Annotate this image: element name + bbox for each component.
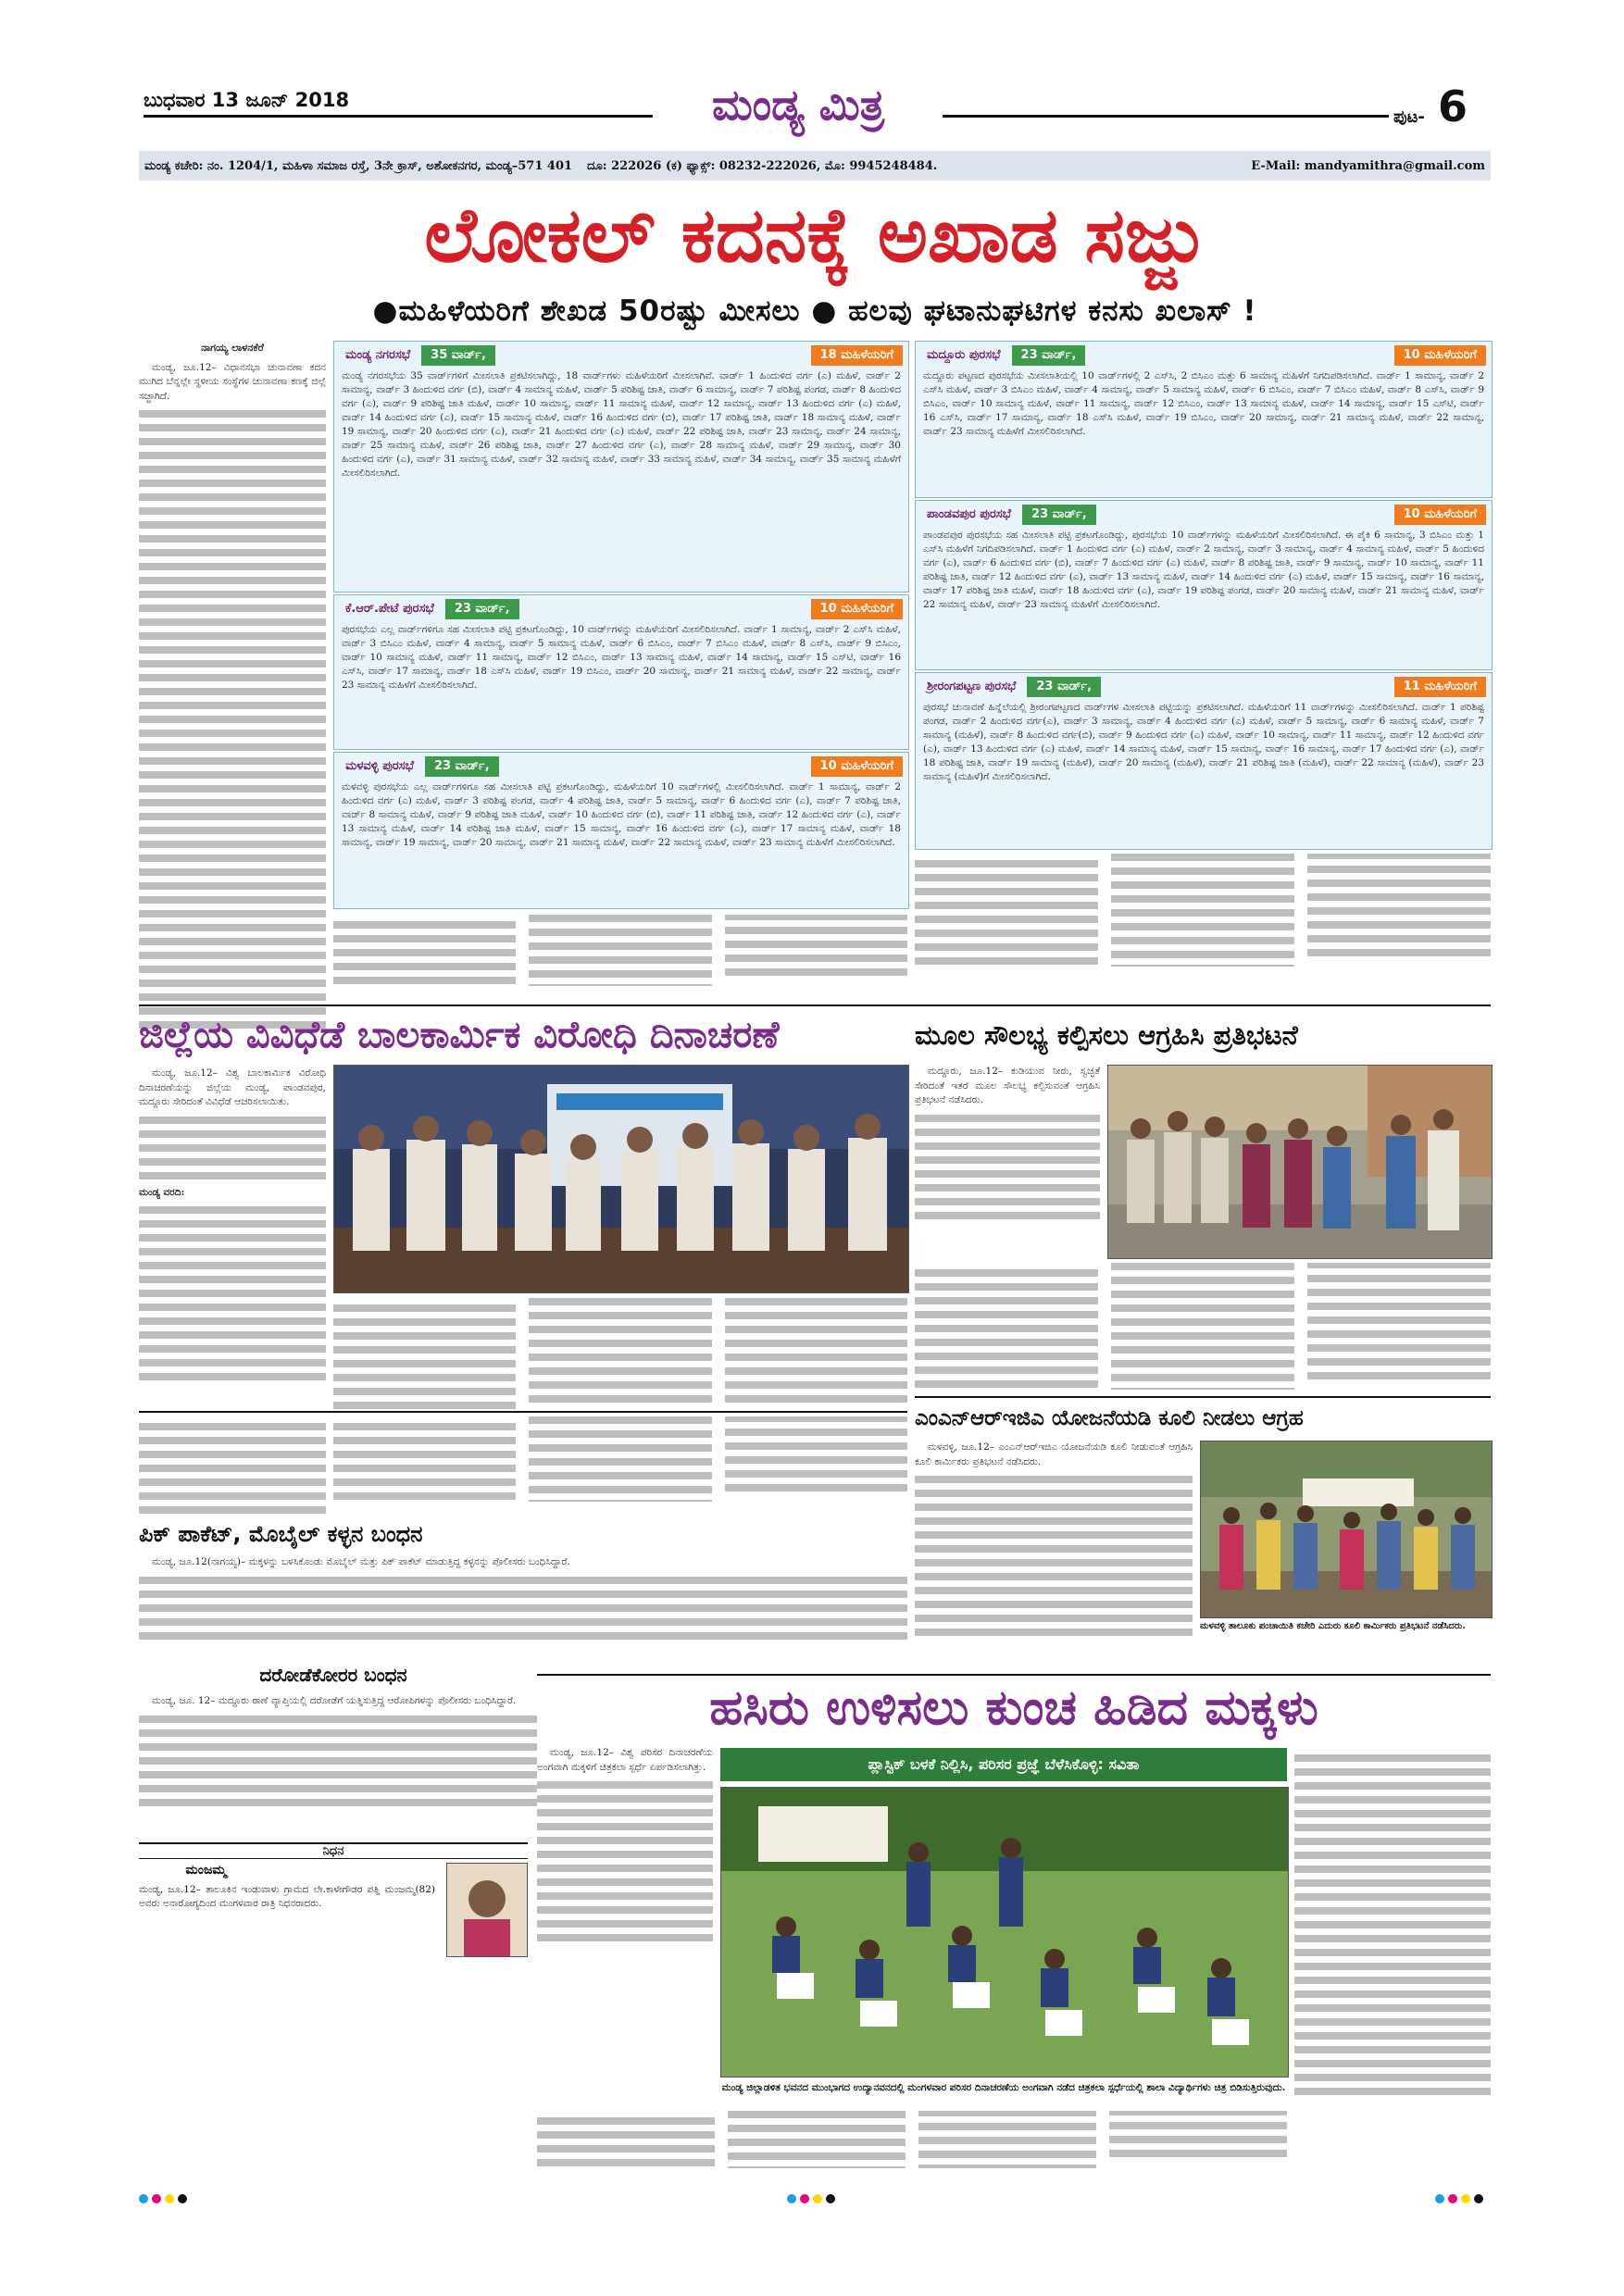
child-labour-dateline: ಮಂಡ್ಯ, ಜೂ.12– ವಿಶ್ವ ಬಾಲಕಾರ್ಮಿಕ ವಿರೋಧಿ ದಿನಾಚರಣೆಯನ್ನು ಜಿಲ್ಲೆಯ ಮಂಡ್ಯ, ಪಾಂಡವಪುರ, ಮದ್ದೂರು ಸೇರಿದಂತೆ ವಿವಿಧೆಡೆ ಆಚರಿಸಲಾಯಿತು. xyxy=(139,1067,326,1107)
page-number: 6 xyxy=(1438,81,1468,131)
obituary-text: ಮಂಡ್ಯ, ಜೂ.12– ತಾಲೂಕಿನ ಇಂಡುವಾಳು ಗ್ರಾಮದ ಲೇ.ಕಾಳೇಗೌಡರ ಪತ್ನಿ ಮಂಜಮ್ಮ(82) ಅವರು ಅನಾರೋಗ್ಯದಿಂದ ಮಂಗಳವಾರ ರಾತ್ರಿ ನಿಧನರಾದರು. xyxy=(139,1884,435,1909)
registration-dot-magenta xyxy=(1448,2194,1457,2203)
lead-subhead: ●ಮಹಿಳೆಯರಿಗೆ ಶೇಖಡ 50ರಷ್ಟು ಮೀಸಲು ● ಹಲವು ಘಟಾನುಘಟಿಗಳ ಕನಸು ಖಲಾಸ್ ! xyxy=(372,294,1257,328)
lead-continuation xyxy=(333,915,907,1000)
registration-dot-yellow xyxy=(813,2194,822,2203)
green-caption: ಮಂಡ್ಯ ಜಿಲ್ಲಾಡಳಿತ ಭವನದ ಮುಂಭಾಗದ ಉದ್ಯಾನವನದಲ್ಲಿ ಮಂಗಳವಾರ ಪರಿಸರ ದಿನಾಚರಣೆಯ ಅಂಗವಾಗಿ ನಡೆದ ಚಿತ್ರಕಲಾ ಸ್ಪರ್ಧೆಯಲ್ಲಿ ಶಾಲಾ ವಿದ್ಯಾರ್ಥಿಗಳು ಚಿತ್ರ ಬಿಡಿಸುತ್ತಿರುವುದು. xyxy=(721,2082,1286,2093)
obituary-box xyxy=(139,1863,528,2011)
section-wards: 23 ವಾರ್ಡ್, xyxy=(1012,345,1086,366)
green-dateline: ಮಂಡ್ಯ, ಜೂ.12– ವಿಶ್ವ ಪರಿಸರ ದಿನಾಚರಣೆಯ ಅಂಗವಾಗಿ ಮಕ್ಕಳಿಗೆ ಚಿತ್ರಕಲಾ ಸ್ಪರ್ಧೆ ಏರ್ಪಡಿಸಲಾಗಿತ್ತು. xyxy=(537,1747,713,1773)
section-name: ಶ್ರೀರಂಗಪಟ್ಟಣ ಪುರಸಭೆ xyxy=(921,677,1021,697)
masthead-rule-right xyxy=(943,115,1389,118)
section-text: ಪುರಸಭೆ ಚುನಾವಣೆ ಹಿನ್ನೆಲೆಯಲ್ಲಿ ಶ್ರೀರಂಗಪಟ್ಟಣದ ವಾರ್ಡ್‌ಗಳ ಮೀಸಲಾತಿ ಪಟ್ಟಿಯನ್ನು ಪ್ರಕಟಿಸಲಾಗಿದೆ. ಮಹಿಳೆಯರಿಗೆ 11 ವಾರ್ಡ್‌ಗಳನ್ನು ಮೀಸಲಿರಿಸಲಾಗಿದೆ. ವಾರ್ಡ್ 1 ಪರಿಶಿಷ್ಟ ಪಂಗಡ, ವಾರ್ಡ್ 2 ಹಿಂದುಳಿದ ವರ್ಗ(ಎ), ವಾರ್ಡ್ 3 ಸಾಮಾನ್ಯ, ವಾರ್ಡ್ 4 ಹಿಂದುಳಿದ ವರ್ಗ (ಎ) ಮಹಿಳೆ, ವಾರ್ಡ್ 5 ಸಾಮಾನ್ಯ, ವಾರ್ಡ್ 6 ಸಾಮಾನ್ಯ ಮಹಿಳೆ, ವಾರ್ಡ್ 7 ಸಾಮಾನ್ಯ (ಮಹಿಳೆ), ವಾರ್ಡ್ 8 ಹಿಂದುಳಿದ ವರ್ಗ(ಬಿ), ವಾರ್ಡ್ 9 ಹಿಂದುಳಿದ ವರ್ಗ (ಎ) ಮಹಿಳೆ, ವಾರ್ಡ್ 10 ಸಾಮಾನ್ಯ, ವಾರ್ಡ್ 11 ಸಾಮಾನ್ಯ, ವಾರ್ಡ್ 12 ಹಿಂದುಳಿದ ವರ್ಗ (ಎ), ವಾರ್ಡ್ 13 ಹಿಂದುಳಿದ ವರ್ಗ (ಎ) ಮಹಿಳೆ, ವಾರ್ಡ್ 14 ಸಾಮಾನ್ಯ ಮಹಿಳೆ, ವಾರ್ಡ್ 15 ಸಾಮಾನ್ಯ, ವಾರ್ಡ್ 16 ಸಾಮಾನ್ಯ, ವಾರ್ಡ್ 17 ಹಿಂದುಳಿದ ವರ್ಗ (ಎ), ವಾರ್ಡ್ 18 ಪರಿಶಿಷ್ಟ ಜಾತಿ, ವಾರ್ಡ್ 19 ಸಾಮಾನ್ಯ (ಮಹಿಳೆ), ವಾರ್ಡ್ 20 ಸಾಮಾನ್ಯ (ಮಹಿಳೆ), ವಾರ್ಡ್ 21 ಪರಿಶಿಷ್ಟ ಜಾತಿ (ಮಹಿಳೆ), ವಾರ್ಡ್ 22 ಸಾಮಾನ್ಯ (ಮಹಿಳೆ), ವಾರ್ಡ್ 23 ಸಾಮಾನ್ಯ (ಮಹಿಳೆ)ಗೆ ಮೀಸಲಿರಿಸಲಾಗಿದೆ. xyxy=(923,702,1484,782)
section-text: ಮಳವಳ್ಳಿ ಪುರಸಭೆಯ ಎಲ್ಲ ವಾರ್ಡ್‌ಗಳಿಗೂ ಸಹ ಮೀಸಲಾತಿ ಪಟ್ಟಿ ಪ್ರಕಟಗೊಂಡಿದ್ದು, ಮಹಿಳೆಯರಿಗೆ 10 ವಾರ್ಡ್‌ಗಳಲ್ಲಿ ಮೀಸಲಿರಿಸಲಾಗಿದೆ. ವಾರ್ಡ್ 1 ಸಾಮಾನ್ಯ, ವಾರ್ಡ್ 2 ಹಿಂದುಳಿದ ವರ್ಗ (ಎ) ಮಹಿಳೆ, ವಾರ್ಡ್ 3 ಪರಿಶಿಷ್ಟ ಪಂಗಡ, ವಾರ್ಡ್ 4 ಪರಿಶಿಷ್ಟ ಜಾತಿ, ವಾರ್ಡ್ 5 ಸಾಮಾನ್ಯ, ವಾರ್ಡ್ 6 ಹಿಂದುಳಿದ ವರ್ಗ (ಎ), ವಾರ್ಡ್ 7 ಪರಿಶಿಷ್ಟ ಜಾತಿ, ವಾರ್ಡ್ 8 ಸಾಮಾನ್ಯ ಮಹಿಳೆ, ವಾರ್ಡ್ 9 ಪರಿಶಿಷ್ಟ ಜಾತಿ ಮಹಿಳೆ, ವಾರ್ಡ್ 10 ಹಿಂದುಳಿದ ವರ್ಗ (ಬಿ), ವಾರ್ಡ್ 11 ಪರಿಶಿಷ್ಟ ಜಾತಿ, ವಾರ್ಡ್ 12 ಹಿಂದುಳಿದ ವರ್ಗ (ಎ), ವಾರ್ಡ್ 13 ಸಾಮಾನ್ಯ ಮಹಿಳೆ, ವಾರ್ಡ್ 14 ಪರಿಶಿಷ್ಟ ಜಾತಿ ಮಹಿಳೆ, ವಾರ್ಡ್ 15 ಸಾಮಾನ್ಯ, ವಾರ್ಡ್ 16 ಹಿಂದುಳಿದ ವರ್ಗ (ಎ), ವಾರ್ಡ್ 17 ಸಾಮಾನ್ಯ ಮಹಿಳೆ, ವಾರ್ಡ್ 18 ಸಾಮಾನ್ಯ, ವಾರ್ಡ್ 19 ಸಾಮಾನ್ಯ, ವಾರ್ಡ್ 20 ಸಾಮಾನ್ಯ, ವಾರ್ಡ್ 21 ಸಾಮಾನ್ಯ ಮಹಿಳೆ, ವಾರ್ಡ್ 22 ಸಾಮಾನ್ಯ ಮಹಿಳೆ, ವಾರ್ಡ್ 23 ಸಾಮಾನ್ಯ ಮಹಿಳೆಗೆ ಮೀಸಲಿರಿಸಲಾಗಿದೆ. xyxy=(342,781,901,848)
office-email: E-Mail: mandyamithra@gmail.com xyxy=(1251,158,1485,173)
section-name: ಕೆ.ಆರ್.ಪೇಟೆ ಪುರಸಭೆ xyxy=(340,599,440,619)
address-bar xyxy=(139,151,1491,181)
section-name: ಮದ್ದೂರು ಪುರಸಭೆ xyxy=(921,345,1006,366)
reservation-box-mandya xyxy=(333,341,909,593)
protest-headline: ಮೂಲ ಸೌಲಭ್ಯ ಕಲ್ಪಿಸಲು ಆಗ್ರಹಿಸಿ ಪ್ರತಿಭಟನೆ xyxy=(915,1019,1298,1051)
section-name: ಪಾಂಡವಪುರ ಪುರಸಭೆ xyxy=(921,505,1017,525)
green-photo xyxy=(720,1787,1289,2078)
protest-body xyxy=(915,1263,1491,1392)
obituary-label: ನಿಧನ xyxy=(139,1842,528,1859)
obituary-photo xyxy=(446,1863,528,1957)
section-women: 10 ಮಹಿಳೆಯರಿಗೆ xyxy=(1394,345,1486,366)
registration-dot-black xyxy=(826,2194,835,2203)
robber-headline: ದರೋಡೆಕೋರರ ಬಂಧನ xyxy=(259,1664,407,1686)
lead-dateline: ಮಂಡ್ಯ, ಜೂ.12– ವಿಧಾನಸಭಾ ಚುನಾವಣಾ ಕದನ ಮುಗಿದ ಬೆನ್ನಲ್ಲೇ ಸ್ಥಳೀಯ ಸಂಸ್ಥೆಗಳ ಚುನಾವಣಾ ಕಣಕ್ಕೆ ಜಿಲ್ಲೆ ಸಜ್ಜಾಗಿದೆ. xyxy=(139,361,326,402)
section-wards: 23 ವಾರ್ಡ್, xyxy=(1022,505,1096,525)
nrega-caption: ಮಳವಳ್ಳಿ ತಾಲೂಕು ಪಂಚಾಯಿತಿ ಕಚೇರಿ ಎದುರು ಕೂಲಿ ಕಾರ್ಮಿಕರು ಪ್ರತಿಭಟನೆ ನಡೆಸಿದರು. xyxy=(1200,1621,1466,1631)
paper-name: ಮಂಡ್ಯ ಮಿತ್ರ xyxy=(711,80,885,130)
robber-body xyxy=(139,1694,537,1842)
lead-headline: ಲೋಕಲ್ ಕದನಕ್ಕೆ ಅಖಾಡ ಸಜ್ಜು xyxy=(424,192,1206,280)
reservation-box-maddur xyxy=(915,341,1493,498)
nrega-photo xyxy=(1200,1441,1493,1618)
registration-dot-cyan xyxy=(139,2194,148,2203)
green-right-column xyxy=(1294,1748,1491,2128)
registration-dot-black xyxy=(1474,2194,1483,2203)
child-labour-column xyxy=(139,1067,326,1409)
child-labour-photo xyxy=(333,1065,909,1293)
left-brief-column xyxy=(139,1416,326,1518)
protest-dateline: ಮದ್ದೂರು, ಜೂ.12– ಕುಡಿಯುವ ನೀರು, ಸ್ವಚ್ಛತೆ ಸೇರಿದಂತೆ ಇತರೆ ಮೂಲ ಸೌಲಭ್ಯ ಕಲ್ಪಿಸುವಂತೆ ಆಗ್ರಹಿಸಿ ಪ್ರತಿಭಟನೆ ನಡೆಸಿದರು. xyxy=(915,1066,1100,1105)
registration-dot-magenta xyxy=(152,2194,161,2203)
section-name: ಮಂಡ್ಯ ನಗರಸಭೆ xyxy=(340,345,416,366)
divider xyxy=(139,1004,1491,1006)
pickpocket-body xyxy=(139,1555,907,1657)
nrega-dateline: ಮಳವಳ್ಳಿ, ಜೂ.12– ಎಂಎನ್‌ಆರ್‌ಇಜಿಎ ಯೋಜನೆಯಡಿ ಕೂಲಿ ನೀಡುವಂತೆ ಆಗ್ರಹಿಸಿ ಕೂಲಿ ಕಾರ್ಮಿಕರು ಪ್ರತಿಭಟನೆ ನಡೆಸಿದರು. xyxy=(915,1441,1193,1467)
page-label: ಪುಟ- xyxy=(1393,107,1425,127)
green-left-column xyxy=(537,1746,713,1996)
pickpocket-dateline: ಮಂಡ್ಯ, ಜೂ.12(ನಾಗಯ್ಯ)– ಮಕ್ಕಳನ್ನು ಬಳಸಿಕೊಂಡು ಮೊಬೈಲ್ ಮತ್ತು ಪಿಕ್ ಪಾಕೆಟ್ ಮಾಡುತ್ತಿದ್ದ ಕಳ್ಳನನ್ನು ಪೊಲೀಸರು ಬಂಧಿಸಿದ್ದಾರೆ. xyxy=(152,1556,570,1567)
section-wards: 23 ವಾರ್ಡ್, xyxy=(1027,677,1101,697)
green-headline: ಹಸಿರು ಉಳಿಸಲು ಕುಂಚ ಹಿಡಿದ ಮಕ್ಕಳು xyxy=(709,1680,1318,1736)
green-banner: ಪ್ಲಾಸ್ಟಿಕ್ ಬಳಕೆ ನಿಲ್ಲಿಸಿ, ಪರಿಸರ ಪ್ರಜ್ಞೆ ಬೆಳೆಸಿಕೊಳ್ಳಿ: ಸವಿತಾ xyxy=(720,1748,1287,1781)
robber-dateline: ಮಂಡ್ಯ, ಜೂ. 12– ಮದ್ದೂರು ಠಾಣೆ ವ್ಯಾಪ್ತಿಯಲ್ಲಿ ದರೋಡೆಗೆ ಯತ್ನಿಸುತ್ತಿದ್ದ ಆರೋಪಿಗಳನ್ನು ಪೊಲೀಸರು ಬಂಧಿಸಿದ್ದಾರೆ. xyxy=(152,1695,517,1706)
section-wards: 23 ವಾರ್ಡ್, xyxy=(425,756,499,777)
section-text: ಪುರಸಭೆಯ ಎಲ್ಲ ವಾರ್ಡ್‌ಗಳಿಗೂ ಸಹ ಮೀಸಲಾತಿ ಪಟ್ಟಿ ಪ್ರಕಟಗೊಂಡಿದ್ದು, 10 ವಾರ್ಡ್‌ಗಳನ್ನು ಮಹಿಳೆಯರಿಗೆ ಮೀಸಲಿರಿಸಲಾಗಿದೆ. ವಾರ್ಡ್ 1 ಸಾಮಾನ್ಯ, ವಾರ್ಡ್ 2 ಎಸ್‌ಸಿ ಮಹಿಳೆ, ವಾರ್ಡ್ 3 ಬಿಸಿಎಂ ಮಹಿಳೆ, ವಾರ್ಡ್ 4 ಸಾಮಾನ್ಯ, ವಾರ್ಡ್ 5 ಸಾಮಾನ್ಯ ಮಹಿಳೆ, ವಾರ್ಡ್ 6 ಬಿಸಿಎಂ, ವಾರ್ಡ್ 7 ಬಿಸಿಎಂ ಮಹಿಳೆ, ವಾರ್ಡ್ 8 ಎಸ್‌ಸಿ, ವಾರ್ಡ್ 9 ಬಿಸಿಎಂ, ವಾರ್ಡ್ 10 ಸಾಮಾನ್ಯ ಮಹಿಳೆ, ವಾರ್ಡ್ 11 ಸಾಮಾನ್ಯ, ವಾರ್ಡ್ 12 ಬಿಸಿಎಂ, ವಾರ್ಡ್ 13 ಸಾಮಾನ್ಯ ಮಹಿಳೆ, ವಾರ್ಡ್ 14 ಸಾಮಾನ್ಯ, ವಾರ್ಡ್ 15 ಎಸ್‌ಟಿ, ವಾರ್ಡ್ 16 ಎಸ್‌ಸಿ, ವಾರ್ಡ್ 17 ಸಾಮಾನ್ಯ, ವಾರ್ಡ್ 18 ಎಸ್‌ಸಿ ಮಹಿಳೆ, ವಾರ್ಡ್ 19 ಬಿಸಿಎಂ, ವಾರ್ಡ್ 20 ಸಾಮಾನ್ಯ, ವಾರ್ಡ್ 21 ಸಾಮಾನ್ಯ ಮಹಿಳೆ, ವಾರ್ಡ್ 22 ಸಾಮಾನ್ಯ, ವಾರ್ಡ್ 23 ಸಾಮಾನ್ಯ ಮಹಿಳೆಗೆ ಮೀಸಲಿರಿಸಲಾಗಿದೆ. xyxy=(342,624,901,691)
child-labour-more xyxy=(333,1416,907,1518)
lead-byline: ನಾಗಯ್ಯ ಲಾಳನಕೆರೆ xyxy=(201,342,264,354)
reservation-box-pandavapura xyxy=(915,500,1493,670)
child-labour-headline: ಜಿಲ್ಲೆಯ ವಿವಿಧೆಡೆ ಬಾಲಕಾರ್ಮಿಕ ವಿರೋಧಿ ದಿನಾಚರಣೆ xyxy=(139,1014,780,1056)
section-wards: 35 ವಾರ್ಡ್, xyxy=(421,345,495,366)
section-women: 10 ಮಹಿಳೆಯರಿಗೆ xyxy=(811,756,903,777)
protest-column xyxy=(915,1065,1100,1257)
divider xyxy=(915,1396,1491,1398)
office-address: ಮಂಡ್ಯ ಕಚೇರಿ: ನಂ. 1204/1, ಮಹಿಳಾ ಸಮಾಜ ರಸ್ತೆ, 3ನೇ ಕ್ರಾಸ್, ಅಶೋಕನಗರ, ಮಂಡ್ಯ–571 401 xyxy=(144,158,573,173)
registration-dot-magenta xyxy=(800,2194,809,2203)
section-women: 10 ಮಹಿಳೆಯರಿಗೆ xyxy=(1394,505,1486,525)
section-women: 10 ಮಹಿಳೆಯರಿಗೆ xyxy=(811,599,903,619)
masthead-date: ಬುಧವಾರ 13 ಜೂನ್ 2018 xyxy=(144,89,350,111)
nrega-headline: ಎಂಎನ್‌ಆರ್‌ಇಜಿಎ ಯೋಜನೆಯಡಿ ಕೂಲಿ ನೀಡಲು ಆಗ್ರಹ xyxy=(915,1406,1304,1430)
section-name: ಮಳವಳ್ಳಿ ಪುರಸಭೆ xyxy=(340,756,419,777)
reservation-box-malavalli xyxy=(333,752,909,909)
section-text: ಮಂಡ್ಯ ನಗರಸಭೆಯ 35 ವಾರ್ಡ್‌ಗಳಿಗೆ ಮೀಸಲಾತಿ ಪ್ರಕಟಿಸಲಾಗಿದ್ದು, 18 ವಾರ್ಡ್‌ಗಳು ಮಹಿಳೆಯರಿಗೆ ಮೀಸಲಾಗಿವೆ. ವಾರ್ಡ್ 1 ಹಿಂದುಳಿದ ವರ್ಗ (ಎ) ಮಹಿಳೆ, ವಾರ್ಡ್ 2 ಸಾಮಾನ್ಯ, ವಾರ್ಡ್ 3 ಹಿಂದುಳಿದ ವರ್ಗ (ಬಿ), ವಾರ್ಡ್ 4 ಸಾಮಾನ್ಯ ಮಹಿಳೆ, ವಾರ್ಡ್ 5 ಪರಿಶಿಷ್ಟ ಜಾತಿ, ವಾರ್ಡ್ 6 ಸಾಮಾನ್ಯ, ವಾರ್ಡ್ 7 ಪರಿಶಿಷ್ಟ ಪಂಗಡ, ವಾರ್ಡ್ 8 ಹಿಂದುಳಿದ ವರ್ಗ (ಎ), ವಾರ್ಡ್ 9 ಪರಿಶಿಷ್ಟ ಜಾತಿ ಮಹಿಳೆ, ವಾರ್ಡ್ 10 ಸಾಮಾನ್ಯ, ವಾರ್ಡ್ 11 ಸಾಮಾನ್ಯ ಮಹಿಳೆ, ವಾರ್ಡ್ 12 ಸಾಮಾನ್ಯ, ವಾರ್ಡ್ 13 ಹಿಂದುಳಿದ ವರ್ಗ (ಎ) ಮಹಿಳೆ, ವಾರ್ಡ್ 14 ಹಿಂದುಳಿದ ವರ್ಗ (ಎ), ವಾರ್ಡ್ 15 ಸಾಮಾನ್ಯ ಮಹಿಳೆ, ವಾರ್ಡ್ 16 ಹಿಂದುಳಿದ ವರ್ಗ (ಬಿ), ವಾರ್ಡ್ 17 ಪರಿಶಿಷ್ಟ ಜಾತಿ, ವಾರ್ಡ್ 18 ಸಾಮಾನ್ಯ ಮಹಿಳೆ, ವಾರ್ಡ್ 19 ಸಾಮಾನ್ಯ, ವಾರ್ಡ್ 20 ಹಿಂದುಳಿದ ವರ್ಗ (ಎ), ವಾರ್ಡ್ 21 ಹಿಂದುಳಿದ ವರ್ಗ (ಎ) ಮಹಿಳೆ, ವಾರ್ಡ್ 22 ಪರಿಶಿಷ್ಟ ಜಾತಿ, ವಾರ್ಡ್ 23 ಸಾಮಾನ್ಯ, ವಾರ್ಡ್ 24 ಸಾಮಾನ್ಯ, ವಾರ್ಡ್ 25 ಸಾಮಾನ್ಯ ಮಹಿಳೆ, ವಾರ್ಡ್ 26 ಪರಿಶಿಷ್ಟ ಜಾತಿ, ವಾರ್ಡ್ 27 ಹಿಂದುಳಿದ ವರ್ಗ (ಎ), ವಾರ್ಡ್ 28 ಸಾಮಾನ್ಯ ಮಹಿಳೆ, ವಾರ್ಡ್ 29 ಸಾಮಾನ್ಯ, ವಾರ್ಡ್ 30 ಹಿಂದುಳಿದ ವರ್ಗ (ಎ), ವಾರ್ಡ್ 31 ಸಾಮಾನ್ಯ ಮಹಿಳೆ, ವಾರ್ಡ್ 32 ಸಾಮಾನ್ಯ ಮಹಿಳೆ, ವಾರ್ಡ್ 33 ಸಾಮಾನ್ಯ ಮಹಿಳೆ, ವಾರ್ಡ್ 34 ಸಾಮಾನ್ಯ, ವಾರ್ಡ್ 35 ಸಾಮಾನ್ಯ ಮಹಿಳೆಗೆ ಮೀಸಲಿರಿಸಲಾಗಿದೆ. xyxy=(342,370,901,479)
section-women: 18 ಮಹಿಳೆಯರಿಗೆ xyxy=(811,345,903,366)
masthead-rule-left xyxy=(144,115,653,118)
nrega-column xyxy=(915,1441,1193,1672)
section-wards: 23 ವಾರ್ಡ್, xyxy=(445,599,519,619)
green-bottom-columns xyxy=(537,2111,1287,2185)
section-women: 11 ಮಹಿಳೆಯರಿಗೆ xyxy=(1394,677,1486,697)
reservation-box-krpete xyxy=(333,594,909,750)
section-text: ಪಾಂಡವಪುರ ಪುರಸಭೆಯ ಸಹ ಮೀಸಲಾತಿ ಪಟ್ಟಿ ಪ್ರಕಟಗೊಂಡಿದ್ದು, ಪುರಸಭೆಯ 10 ವಾರ್ಡ್‌ಗಳನ್ನು ಮಹಿಳೆಯರಿಗೆ ಮೀಸಲಿರಿಸಲಾಗಿದೆ. ಈ ಪೈಕಿ 6 ಸಾಮಾನ್ಯ, 3 ಬಿಸಿಎಂ ಮತ್ತು 1 ಎಸ್‌ಸಿ ಮಹಿಳೆಗೆ ನಿಗದಿಪಡಿಸಲಾಗಿದೆ. ವಾರ್ಡ್ 1 ಹಿಂದುಳಿದ ವರ್ಗ (ಎ) ಮಹಿಳೆ, ವಾರ್ಡ್ 2 ಸಾಮಾನ್ಯ, ವಾರ್ಡ್ 3 ಸಾಮಾನ್ಯ, ವಾರ್ಡ್ 4 ಸಾಮಾನ್ಯ ಮಹಿಳೆ, ವಾರ್ಡ್ 5 ಹಿಂದುಳಿದ ವರ್ಗ (ಎ), ವಾರ್ಡ್ 6 ಹಿಂದುಳಿದ ವರ್ಗ (ಬಿ), ವಾರ್ಡ್ 7 ಹಿಂದುಳಿದ ವರ್ಗ (ಎ) ಮಹಿಳೆ, ವಾರ್ಡ್ 8 ಪರಿಶಿಷ್ಟ ಜಾತಿ, ವಾರ್ಡ್ 9 ಸಾಮಾನ್ಯ, ವಾರ್ಡ್ 10 ಸಾಮಾನ್ಯ, ವಾರ್ಡ್ 11 ಪರಿಶಿಷ್ಟ ಜಾತಿ, ವಾರ್ಡ್ 12 ಹಿಂದುಳಿದ ವರ್ಗ (ಎ), ವಾರ್ಡ್ 13 ಸಾಮಾನ್ಯ ಮಹಿಳೆ, ವಾರ್ಡ್ 14 ಹಿಂದುಳಿದ ವರ್ಗ (ಎ) ಮಹಿಳೆ, ವಾರ್ಡ್ 15 ಸಾಮಾನ್ಯ, ವಾರ್ಡ್ 16 ಸಾಮಾನ್ಯ, ವಾರ್ಡ್ 17 ಪರಿಶಿಷ್ಟ ಜಾತಿ ಮಹಿಳೆ, ವಾರ್ಡ್ 18 ಹಿಂದುಳಿದ ವರ್ಗ (ಎ), ವಾರ್ಡ್ 19 ಪರಿಶಿಷ್ಟ ಪಂಗಡ, ವಾರ್ಡ್ 20 ಸಾಮಾನ್ಯ ಮಹಿಳೆ, ವಾರ್ಡ್ 21 ಸಾಮಾನ್ಯ ಮಹಿಳೆ, ವಾರ್ಡ್ 22 ಸಾಮಾನ್ಯ ಮಹಿಳೆ, ವಾರ್ಡ್ 23 ಸಾಮಾನ್ಯ ಮಹಿಳೆಗೆ ಮೀಸಲಿರಿಸಲಾಗಿದೆ. xyxy=(923,530,1484,610)
registration-dot-black xyxy=(178,2194,187,2203)
office-phone: ದೂ: 222026 (ಕ) ಫ್ಯಾಕ್ಸ್: 08232-222026, ಮೊ: 9945248484. xyxy=(587,158,938,173)
registration-dot-cyan xyxy=(1435,2194,1444,2203)
registration-dot-cyan xyxy=(787,2194,796,2203)
registration-dot-yellow xyxy=(1461,2194,1470,2203)
protest-photo xyxy=(1107,1065,1493,1259)
pickpocket-headline: ಪಿಕ್ ಪಾಕೆಟ್, ಮೊಬೈಲ್ ಕಳ್ಳನ ಬಂಧನ xyxy=(139,1521,423,1547)
section-text: ಮದ್ದೂರು ಪಟ್ಟಣದ ಪುರಸಭೆಯ ಮೀಸಲಾತಿಯಲ್ಲಿ 10 ವಾರ್ಡ್‌ಗಳಲ್ಲಿ 2 ಎಸ್‌ಸಿ, 2 ಬಿಸಿಎಂ ಮತ್ತು 6 ಸಾಮಾನ್ಯ ಮಹಿಳೆಗೆ ನಿಗದಿಪಡಿಸಲಾಗಿದೆ. ವಾರ್ಡ್ 1 ಸಾಮಾನ್ಯ, ವಾರ್ಡ್ 2 ಎಸ್‌ಸಿ ಮಹಿಳೆ, ವಾರ್ಡ್ 3 ಬಿಸಿಎಂ ಮಹಿಳೆ, ವಾರ್ಡ್ 4 ಸಾಮಾನ್ಯ, ವಾರ್ಡ್ 5 ಸಾಮಾನ್ಯ ಮಹಿಳೆ, ವಾರ್ಡ್ 6 ಬಿಸಿಎಂ, ವಾರ್ಡ್ 7 ಬಿಸಿಎಂ ಮಹಿಳೆ, ವಾರ್ಡ್ 8 ಎಸ್‌ಸಿ, ವಾರ್ಡ್ 9 ಬಿಸಿಎಂ, ವಾರ್ಡ್ 10 ಸಾಮಾನ್ಯ ಮಹಿಳೆ, ವಾರ್ಡ್ 11 ಸಾಮಾನ್ಯ, ವಾರ್ಡ್ 12 ಬಿಸಿಎಂ, ವಾರ್ಡ್ 13 ಸಾಮಾನ್ಯ ಮಹಿಳೆ, ವಾರ್ಡ್ 14 ಸಾಮಾನ್ಯ, ವಾರ್ಡ್ 15 ಎಸ್‌ಟಿ, ವಾರ್ಡ್ 16 ಎಸ್‌ಸಿ, ವಾರ್ಡ್ 17 ಸಾಮಾನ್ಯ, ವಾರ್ಡ್ 18 ಎಸ್‌ಸಿ ಮಹಿಳೆ, ವಾರ್ಡ್ 19 ಬಿಸಿಎಂ, ವಾರ್ಡ್ 20 ಸಾಮಾನ್ಯ, ವಾರ್ಡ್ 21 ಸಾಮಾನ್ಯ ಮಹಿಳೆ, ವಾರ್ಡ್ 22 ಸಾಮಾನ್ಯ, ವಾರ್ಡ್ 23 ಸಾಮಾನ್ಯ ಮಹಿಳೆಗೆ ಮೀಸಲಿರಿಸಲಾಗಿದೆ. xyxy=(923,370,1484,437)
reservation-box-srirangapatna xyxy=(915,672,1493,850)
registration-dot-yellow xyxy=(165,2194,174,2203)
obituary-name: ಮಂಜಮ್ಮ xyxy=(185,1863,227,1878)
divider xyxy=(139,1411,907,1413)
lead-continuation-right xyxy=(915,854,1491,1000)
child-labour-subhead: ಮಂಡ್ಯ ವರದಿ: xyxy=(139,1186,185,1198)
child-labour-body xyxy=(333,1298,907,1409)
